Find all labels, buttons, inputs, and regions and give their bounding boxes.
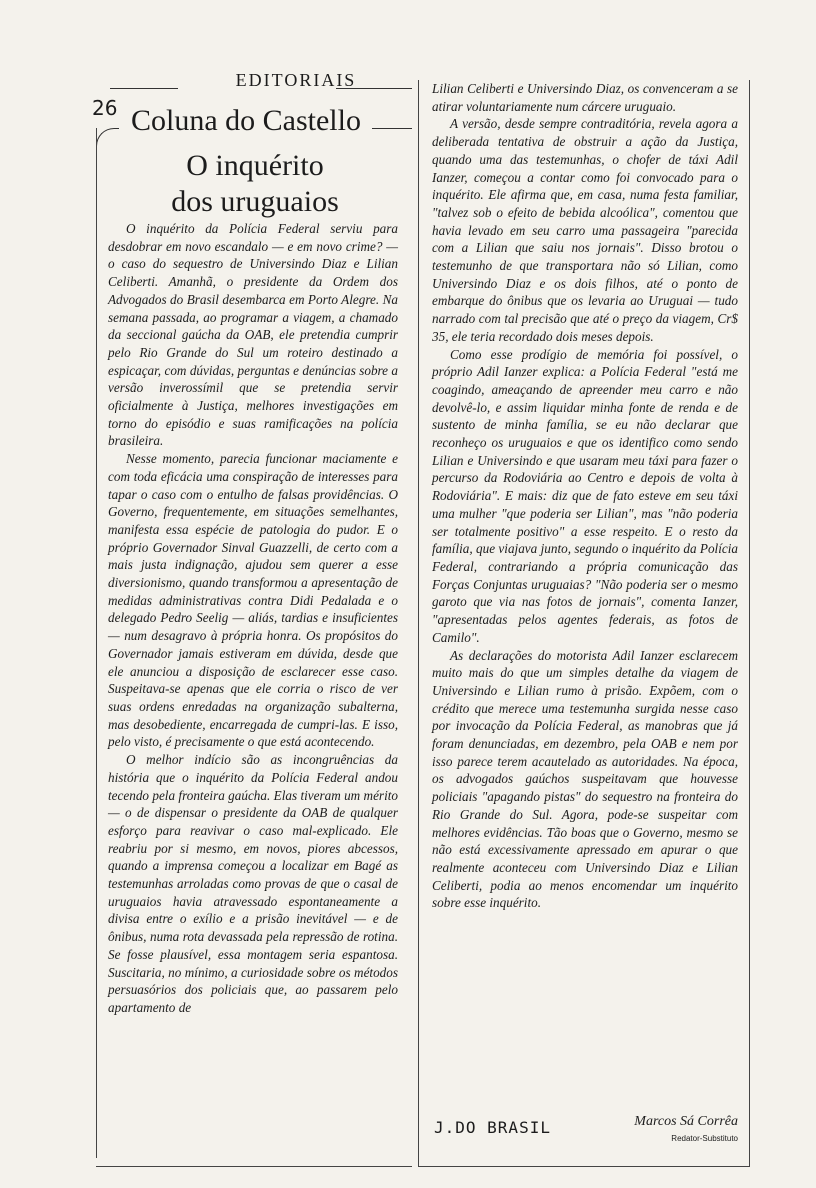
bottom-rule xyxy=(96,1166,412,1167)
handwritten-signature: J.DO BRASIL xyxy=(434,1118,551,1137)
paragraph: Lilian Celiberti e Universindo Diaz, os convenceram a se atirar voluntariamente num cárcere uruguaio. xyxy=(432,81,738,114)
section-heading: EDITORIAIS xyxy=(235,70,357,90)
author-name: Marcos Sá Corrêa xyxy=(634,1114,738,1129)
paragraph: O inquérito da Polícia Federal serviu para desdobrar em novo escandalo — e em novo crime? — o caso do sequestro de Universindo Diaz e Lilian Celiberti. Amanhã, o presidente da Ordem dos Advogados do Brasil desembarca em Porto Alegre. Na semana passada, ao programar a viagem, a chamado da seccional gaúcha da OAB, ele pretendia cumprir pelo Rio Grande do Sul um roteiro destinado a espicaçar, com dúvidas, perguntas e denúncias sobre a versão inverossímil que se pretendia servir oficialmente à Justiça, melhores investigações em torno do episódio e suas ramificações na polícia brasileira. xyxy=(108,221,398,449)
heading-rule-right xyxy=(336,88,412,89)
paragraph: As declarações do motorista Adil Ianzer esclarecem muito mais do que um simples detalhe da viagem de Universindo e Lilian rumo à prisão. Expõem, com o crédito que merece uma testemunha surgida nesse caso por invocação da Polícia Federal, as manobras que já foram denunciadas, em dezembro, pela OAB e nem por isso parece terem acautelado as autoridades. Na época, os advogados gaúchos suspeitavam que houvesse policiais "apagando pistas" do sequestro na fronteira do Rio Grande do Sul. Agora, pode-se suspeitar com melhores evidências. Tão boas que o Governo, mesmo se não está excessivamente apressado em apurar o que realmente aconteceu com Universindo Diaz e Lilian Celiberti, podia ao menos encomendar um inquérito sobre esse inquérito. xyxy=(432,647,738,911)
headline-line-2: dos uruguaios xyxy=(171,185,339,218)
right-column-text xyxy=(432,80,738,912)
paragraph: O melhor indício são as incongruências da história que o inquérito da Polícia Federal andou tecendo pela fronteira gaúcha. Elas tiveram um mérito — o de dispensar o presidente da OAB de qualquer esforço para reavivar o caso mal-explicado. Ele reabriu por si mesmo, em novos, piores abcessos, quando a imprensa começou a localizar em Bagé as testemunhas arroladas como provas de que o casal de uruguaios havia atravessado espontaneamente a divisa entre o exílio e a prisão inevitável — e de ônibus, numa rota devassada pela repressão de rotina. Se fosse plausível, essa montagem seria espantosa. Suscitaria, no mínimo, a curiosidade sobre os métodos persuasórios dos policiais que, ao passarem pelo apartamento de xyxy=(108,752,398,1015)
heading-rule-left xyxy=(110,88,178,89)
column-title: Coluna do Castello xyxy=(131,104,361,137)
paragraph: Nesse momento, parecia funcionar maciamente e com toda eficácia uma conspiração de interesses para tapar o caso com o entulho de falsas providências. O Governo, frequentemente, em situações semelhantes, manifesta essa espécie de patologia do pudor. E o próprio Governador Sinval Guazzelli, de certo com a mais justa indignação, ajudou sem querer a esse diversionismo, quando transformou a apresentação de medidas administrativas contra Didi Pedalada e o delegado Pedro Seelig — aliás, tardias e insuficientes — num desagravo à própria honra. Os propósitos do Governador jamais estiveram em dúvida, desde que ele anunciou a disposição de esclarecer esse caso. Suspeitava-se apenas que ele corria o risco de ver suas ordens enredadas na organização subalterna, mas desobediente, encarregada de cumpri-las. E isso, pelo visto, é precisamente o que está acontecendo. xyxy=(108,451,398,750)
author-role: Redator-Substituto xyxy=(671,1134,738,1143)
headline-line-1: O inquérito xyxy=(186,149,324,182)
paragraph: A versão, desde sempre contraditória, revela agora a deliberada tentativa de obstruir a ação da Justiça, quando uma das testemunhas, o chofer de táxi Adil Ianzer, começou a contar como foi convocado para o inquérito. Ele afirma que, em casa, numa festa familiar, "talvez sob o efeito de bebida alcoólica", comentou que havia levado em seu carro uma passageira "parecida com a Lilian que saiu nos jornais". Disso brotou o testemunho de que transportara não só Lilian, como Universindo Diaz e os dois filhos, até o ponto de embarque do ônibus que os levaria ao Uruguai — tudo narrado com tal precisão que até o preço da viagem, Cr$ 35, ele teria recordado dois meses depois. xyxy=(432,116,738,344)
page-number: 26 xyxy=(92,96,118,120)
paragraph: Como esse prodígio de memória foi possível, o próprio Adil Ianzer explica: a Polícia Federal "está me coagindo, ameaçando de apreender meu carro e não devolvê-lo, e assim liquidar minha fonte de renda e de sustento de minha família, se eu não declarar que reconheço os uruguaios e que os identifico como sendo Lilian e Universindo e que usaram meu táxi para fazer o percurso da Rodoviária ao Centro e depois de volta à Rodoviária". E mais: diz que de fato esteve em seu táxi uma mulher "que poderia ser Lilian", mas "não poderia ser totalmente positivo" a esse respeito. E o resto da família, que viajava junto, segundo o inquérito da Polícia Federal, contrariando a própria comunicação das Forças Conjuntas uruguaias? "Não poderia ser o mesmo garoto que via nas fotos de jornais", comenta Ianzer, "apresentadas pelos agentes federais, as fotos de Camilo". xyxy=(432,346,738,645)
left-column-text xyxy=(108,220,398,1017)
